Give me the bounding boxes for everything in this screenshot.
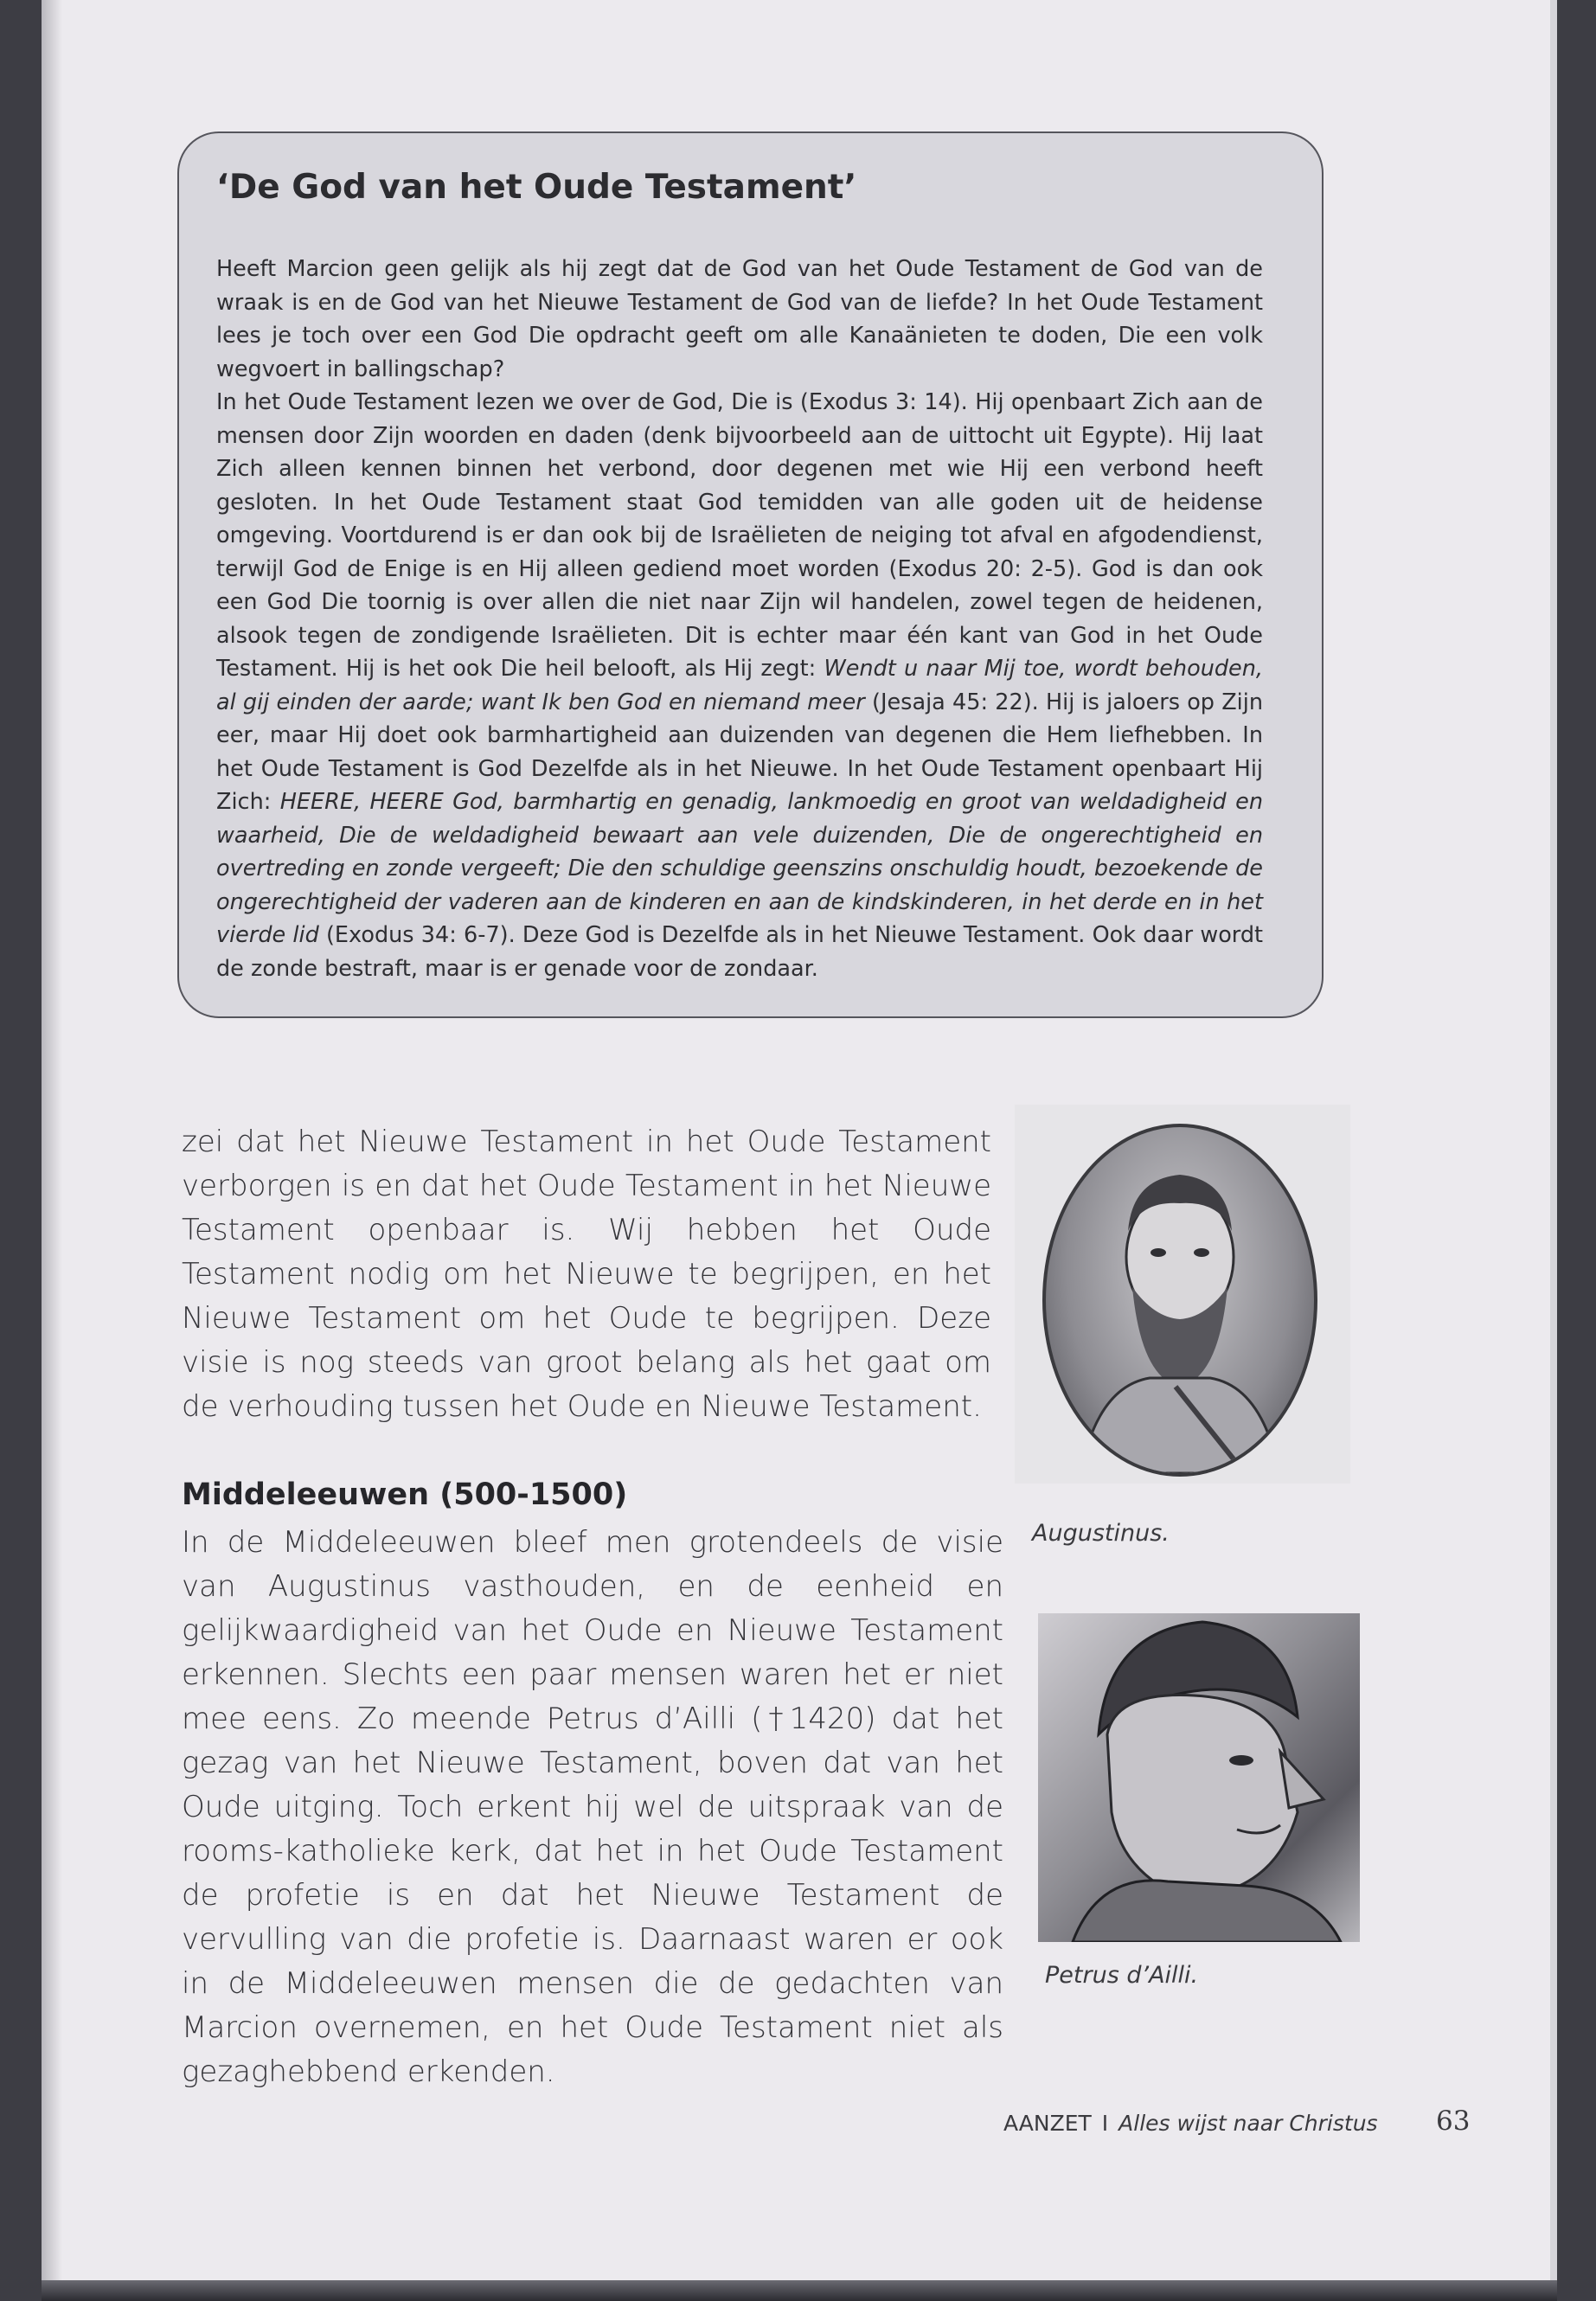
footer-label: AANZET	[1003, 2111, 1092, 2136]
footer-separator: I	[1101, 2111, 1109, 2136]
portrait-illustration	[1038, 1613, 1360, 1942]
caption-petrus-dailli: Petrus d’Ailli.	[1045, 1962, 1199, 1989]
section-heading: Middeleeuwen (500-1500)	[182, 1477, 628, 1512]
box-paragraph-2	[216, 386, 1263, 985]
body-paragraph-1	[182, 1120, 991, 1429]
feature-box	[177, 131, 1324, 1018]
box-quote-jesaja: Wendt u naar Mij toe, wordt behouden, al gij einden der aarde; want Ik ben God en niemand meer	[216, 656, 1264, 715]
box-text: (Exodus 34: 6-7). Deze God is Dezelfde als in het Nieuwe Testament. Ook daar wordt de zonde bestraft, maar is er genade voor de zondaar.	[216, 922, 1264, 982]
book-page	[42, 0, 1557, 2301]
box-quote-exodus: HEERE, HEERE God, barmhartig en genadig, lankmoedig en groot van weldadigheid en waarheid, Die de weldadigheid bewaart aan vele duizenden, Die de ongerechtigheid en overtreding en zonde vergeeft; Die den schuldige geenszins onschuldig houdt, bezoekende de ongerechtigheid der vaderen aan de kinderen en aan de kindskinderen, in het derde en in het vierde lid	[216, 789, 1263, 948]
bottom-edge	[42, 2280, 1557, 2301]
caption-augustinus: Augustinus.	[1032, 1520, 1170, 1547]
footer-subtitle: Alles wijst naar Christus	[1118, 2111, 1378, 2136]
box-text: In het Oude Testament lezen we over de God, Die is (Exodus 3: 14). Hij openbaart Zich aan de mensen door Zijn woorden en daden (denk bijvoorbeeld aan de uittocht uit Egypte). Hij laat Zich alleen kennen binnen het verbond, door degenen met wie Hij een verbond heeft gesloten. In het Oude Testament staat God temidden van alle goden uit de heidense omgeving. Voortdurend is er dan ook bij de Israëlieten de neiging tot afval en afgodendienst, terwijl God de Enige is en Hij alleen gediend moet worden (Exodus 20: 2-5). God is dan ook een God Die toornig is over allen die niet naar Zijn wil handelen, zowel tegen de heidenen, alsook tegen de zondigende Israëlieten. Dit is echter maar één kant van God in het Oude Testament. Hij is het ook Die heil belooft, als Hij zegt:	[216, 389, 1263, 682]
running-footer	[1003, 2111, 1378, 2136]
page-edge	[1550, 0, 1557, 2301]
page-number: 63	[1436, 2106, 1471, 2137]
box-title: ‘De God van het Oude Testament’	[216, 168, 857, 207]
body-text: zei dat het Nieuwe Testament in het Oude Testament verborgen is en dat het Oude Testament in het Nieuwe Testament openbaar is. Wij hebben het Oude Testament nodig om het Nieuwe te begrijpen, en het Nieuwe Testament om het Oude te begrijpen. Deze visie is nog steeds van groot belang als het gaat om de verhouding tussen het Oude en Nieuwe Testament.	[182, 1125, 991, 1424]
petrus-dailli-portrait	[1038, 1613, 1360, 1942]
box-body	[216, 253, 1263, 985]
augustinus-portrait	[1015, 1105, 1350, 1484]
binding-shadow	[42, 0, 62, 2301]
box-text: (Jesaja 45: 22). Hij is jaloers op Zijn eer, maar Hij doet ook barmhartigheid aan duizenden van degenen die Hem liefhebben. In het Oude Testament is God Dezelfde als in het Nieuwe. In het Oude Testament openbaart Hij Zich:	[216, 689, 1264, 815]
box-paragraph-1: Heeft Marcion geen gelijk als hij zegt dat de God van het Oude Testament de God van de wraak is en de God van het Nieuwe Testament de God van de liefde? In het Oude Testament lees je toch over een God Die opdracht geeft om alle Kanaänieten te doden, Die een volk wegvoert in ballingschap?	[216, 256, 1263, 382]
body-text: In de Middeleeuwen bleef men grotendeels de visie van Augustinus vasthouden, en de eenheid en gelijkwaardigheid van het Oude en Nieuwe Testament erkennen. Slechts een paar mensen waren het er niet mee eens. Zo meende Petrus d’Ailli (†1420) dat het gezag van het Nieuwe Testament, boven dat van het Oude uitging. Toch erkent hij wel de uitspraak van de rooms-katholieke kerk, dat het in het Oude Testament de profetie is en dat het Nieuwe Testament de vervulling van die profetie is. Daarnaast waren er ook in de Middeleeuwen mensen die de gedachten van Marcion overnemen, en het Oude Testament niet als gezaghebbend erkenden.	[182, 1525, 1003, 2089]
portrait-illustration	[1046, 1127, 1314, 1473]
body-paragraph-2	[182, 1521, 1003, 2094]
portrait-medallion	[1042, 1124, 1317, 1477]
